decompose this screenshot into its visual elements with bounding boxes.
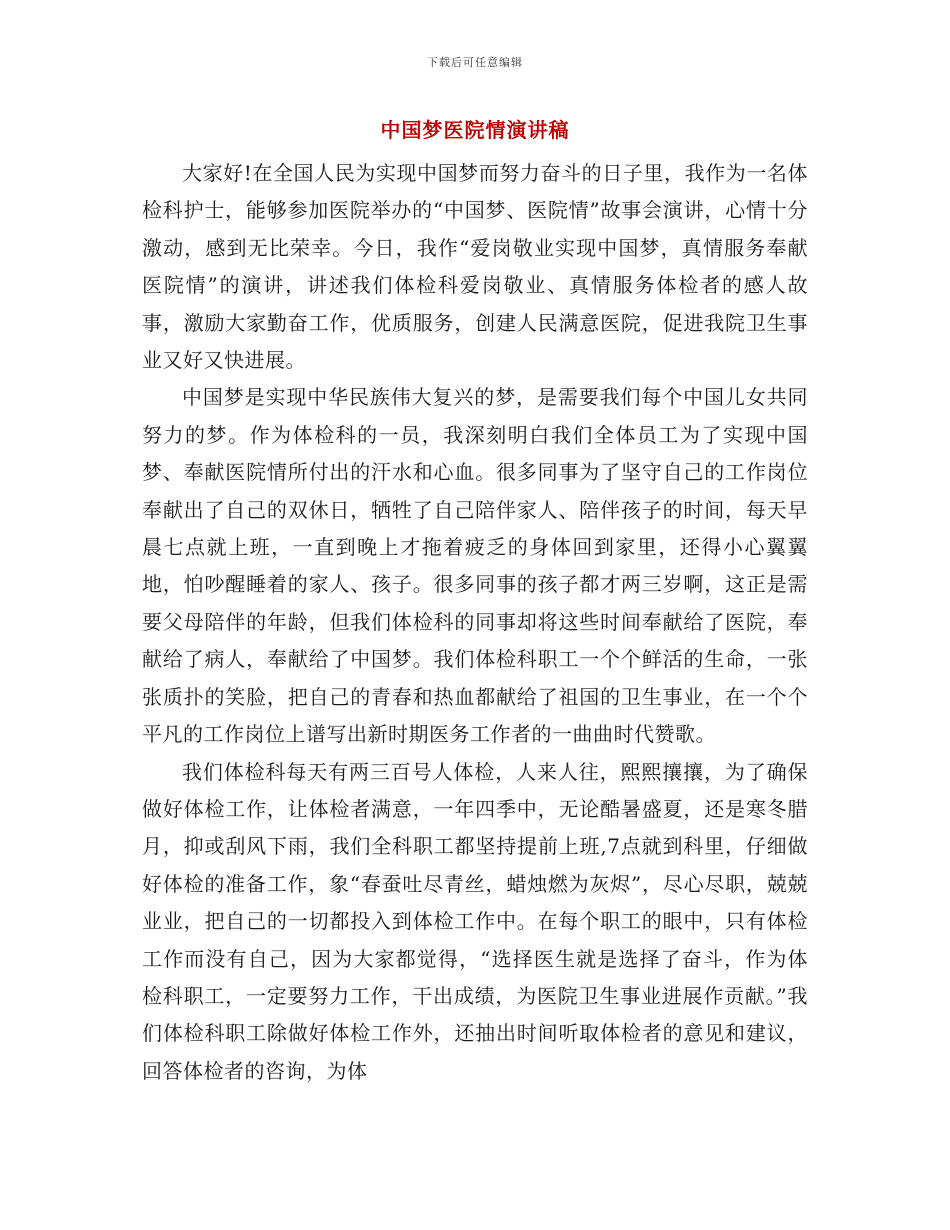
body-paragraph-3: 我们体检科每天有两三百号人体检，人来人往，熙熙攘攘，为了确保做好体检工作，让体检者满意，一年四季中，无论酷暑盛夏，还是寒冬腊月，抑或刮风下雨，我们全科职工都坚持提前上班,7点就到科里，仔细做好体检的准备工作，象“春蚕吐尽青丝，蜡烛燃为灰烬”，尽心尽职，兢兢业业，把自己的一切都投入到体检工作中。在每个职工的眼中，只有体检工作而没有自己，因为大家都觉得，“选择医生就是选择了奋斗，作为体检科职工，一定要努力工作，干出成绩，为医院卫生事业进展作贡献。”我们体检科职工除做好体检工作外，还抽出时间听取体检者的意见和建议，回答体检者的咨询，为体 bbox=[142, 759, 808, 1083]
body-paragraph-1: 大家好!在全国人民为实现中国梦而努力奋斗的日子里，我作为一名体检科护士，能够参加医院举办的“中国梦、医院情”故事会演讲，心情十分激动，感到无比荣幸。今日，我作“爱岗敬业实现中国梦，真情服务奉献医院情”的演讲，讲述我们体检科爱岗敬业、真情服务体检者的感人故事，激励大家勤奋工作，优质服务，创建人民满意医院，促进我院卫生事业又好又快进展。 bbox=[142, 161, 808, 373]
page-header-note: 下载后可任意编辑 bbox=[427, 56, 523, 69]
document-body bbox=[142, 155, 808, 1090]
document-title: 中国梦医院情演讲稿 bbox=[380, 118, 570, 142]
body-paragraph-2: 中国梦是实现中华民族伟大复兴的梦，是需要我们每个中国儿女共同努力的梦。作为体检科的一员，我深刻明白我们全体员工为了实现中国梦、奉献医院情所付出的汗水和心血。很多同事为了坚守自己的工作岗位奉献出了自己的双休日，牺牲了自己陪伴家人、陪伴孩子的时间，每天早晨七点就上班，一直到晚上才拖着疲乏的身体回到家里，还得小心翼翼地，怕吵醒睡着的家人、孩子。很多同事的孩子都才两三岁啊，这正是需要父母陪伴的年龄，但我们体检科的同事却将这些时间奉献给了医院，奉献给了病人，奉献给了中国梦。我们体检科职工一个个鲜活的生命，一张张质扑的笑脸，把自己的青春和热血都献给了祖国的卫生事业，在一个个平凡的工作岗位上谱写出新时期医务工作者的一曲曲时代赞歌。 bbox=[142, 385, 808, 747]
